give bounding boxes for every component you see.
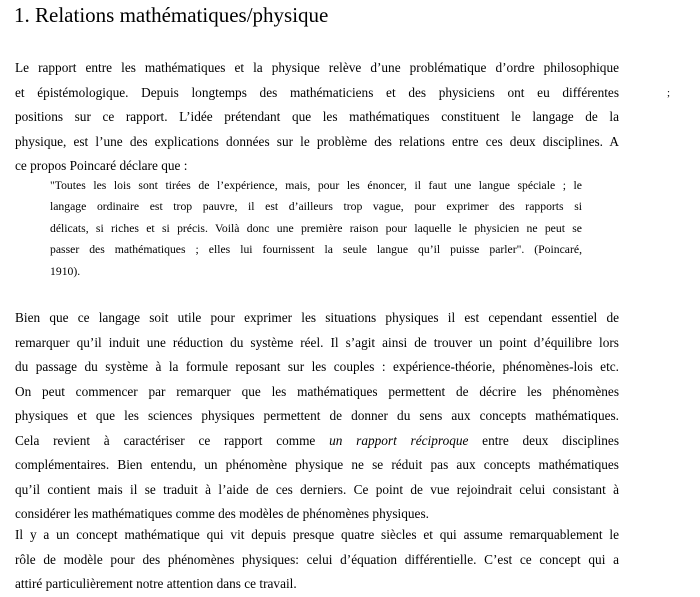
text-line-emphasis — [15, 429, 619, 454]
quote-line: délicats, si riches et si précis. Voilà donc une première raison pour laquelle le physicien ne peut se — [50, 221, 582, 235]
section-title: 1. Relations mathématiques/physique — [14, 3, 329, 27]
quote-line: 1910). — [50, 264, 81, 278]
text-line: ce propos Poincaré déclare que : — [15, 158, 188, 173]
text-line: Bien que ce langage soit utile pour exprimer les situations physiques il est cependant essentiel de — [15, 310, 619, 325]
text-line: considérer les mathématiques comme des modèles de phénomènes physiques. — [15, 506, 429, 521]
text-line: attiré particulièrement notre attention dans ce travail. — [15, 576, 297, 591]
text-line: rôle de modèle pour des phénomènes physiques: celui d’équation différentielle. C’est ce concept qui a — [15, 551, 619, 567]
margin-mark: ; — [667, 87, 671, 99]
text-segment: Cela revient à caractériser ce rapport comme — [15, 432, 330, 448]
paragraph-differential-equation — [15, 523, 619, 597]
text-line: et épistémologique. Depuis longtemps des mathématiciens et des physiciens ont eu différentes — [15, 84, 619, 100]
text-line: du passage du système à la formule reposant sur les couples : expérience-théorie, phénomènes-lois etc. — [15, 359, 619, 374]
text-segment: entre deux disciplines — [468, 432, 619, 448]
poincare-quote — [50, 175, 582, 282]
quote-line: "Toutes les lois sont tirées de l’expérience, mais, pour les énoncer, il faut une langue spéciale ; le — [50, 179, 582, 192]
paragraph-language — [15, 306, 619, 527]
quote-line: langage ordinaire est trop pauvre, il est d’ailleurs trop vague, pour exprimer des rapports si — [50, 200, 582, 214]
quote-line: passer des mathématiques ; elles lui fournissent la seule langue qu’il puisse parler". (Poincaré, — [50, 243, 582, 257]
text-line: positions sur ce rapport. L’idée prétendant que les mathématiques constituent le langage de la — [15, 109, 619, 124]
text-line: On peut commencer par remarquer que les mathématiques permettent de décrire les phénomènes — [15, 383, 619, 399]
text-line: physiques et que les sciences physiques permettent de donner du sens aux concepts mathématiques. — [15, 408, 619, 423]
paragraph-intro — [15, 56, 619, 179]
text-line: complémentaires. Bien entendu, un phénomène physique ne se réduit pas aux concepts mathématiques — [15, 457, 619, 472]
text-line: physique, est l’une des explications données sur le problème des relations entre ces deux disciplines. A — [15, 133, 619, 149]
text-line: Il y a un concept mathématique qui vit depuis presque quatre siècles et qui assume remarquablement le — [15, 527, 619, 542]
emphasis-reciprocal-relation: un rapport réciproque — [329, 432, 469, 448]
text-line: remarquer qu’il induit une réduction du système réel. Il s’agit ainsi de trouver un point d’équilibre lors — [15, 334, 619, 350]
text-line: qu’il contient mais il se traduit à l’aide de ces derniers. Ce point de vue rejoindrait celui consistant à — [15, 481, 619, 497]
text-line: Le rapport entre les mathématiques et la physique relève d’une problématique d’ordre philosophique — [15, 60, 619, 75]
